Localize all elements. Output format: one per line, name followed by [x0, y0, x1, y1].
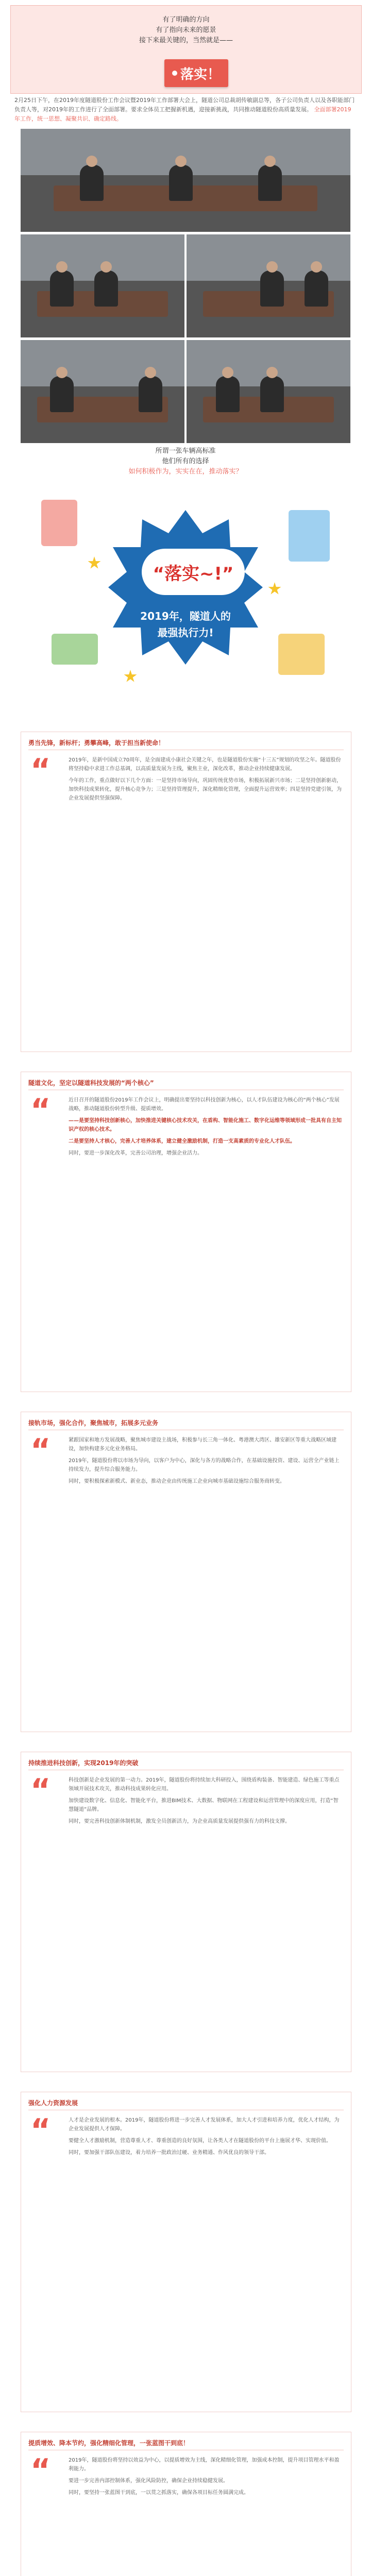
poster-bubble: “落实~!” — [142, 549, 245, 595]
section-paragraph: 二是要坚持人才核心，完善人才培养体系，建立健全激励机制，打造一支高素质的专业化人才队伍。 — [69, 1139, 295, 1144]
section-card — [21, 1752, 351, 2072]
section-paragraph: 同时，要完善科技创新体制机制，激发全员创新活力，为企业高质量发展提供强有力的科技支撑。 — [69, 1819, 290, 1824]
poster-line2: 最强执行力! — [157, 626, 214, 639]
intro-line: 接下来最关键的，当然就是—— — [139, 37, 233, 44]
intro-paragraph-highlight: 全面部署2019年工作，统一思想、凝聚共识、确定路线。 — [14, 106, 351, 122]
section-card — [21, 732, 351, 1052]
quote-icon: “ — [30, 752, 51, 788]
section-title: 强化人力资源发展 — [28, 2099, 78, 2107]
section-card — [21, 2092, 351, 2412]
section-paragraph: 科技创新是企业发展的第一动力。2019年，隧道股份将持续加大科研投入，围绕盾构装备、智能建造、绿色施工等重点领域开展技术攻关，推动科技成果转化应用。 — [69, 1777, 340, 1792]
implement-button[interactable] — [164, 59, 228, 87]
section-body — [69, 1776, 343, 1829]
section-card — [21, 1412, 351, 1732]
meeting-photo — [21, 234, 184, 337]
section-paragraph: 同时，要积极探索新模式、新业态，推动企业由传统施工企业向城市基础设施综合服务商转变。 — [69, 1479, 285, 1484]
section-body — [69, 1436, 343, 1489]
intro-paragraph-text: 2月25日下午，在2019年度隧道股份工作会议暨2019年工作部署大会上，隧道公司总裁胡传敏副总等，各子公司负责人以及各职能部门负责人等，对2019年的工作进行了全面部署。要求全体员工把握新机遇，迎接新挑战，共同推动隧道股份高质量发展。 — [14, 97, 355, 113]
intro-line: 有了指向未来的愿景 — [156, 26, 216, 34]
dot-icon — [172, 71, 177, 76]
section-body — [69, 2116, 343, 2160]
caption-line: 如何积极作为，实实在在，推动落实？ — [128, 468, 243, 476]
star-icon — [268, 582, 281, 596]
section-title: 提质增效、降本节约，强化精细化管理，一张蓝图干到底！ — [28, 2439, 190, 2447]
section-paragraph: 2019年，隧道股份将坚持以效益为中心，以提质增效为主线，深化精细化管理，加强成本控制，提升项目管理水平和盈利能力。 — [69, 2458, 340, 2472]
quote-icon: “ — [30, 1092, 51, 1128]
section-paragraph: 2019年，是新中国成立70周年，是全面建成小康社会关键之年，也是隧道股份实施“十三五”规划的攻坚之年。隧道股份将坚持稳中求进工作总基调，以高质量发展为主线，聚焦主业，深化改革，推动企业持续健康发展。 — [69, 757, 341, 772]
star-icon — [124, 670, 137, 683]
section-card — [21, 2432, 351, 2576]
section-body — [69, 1096, 343, 1161]
meeting-photo — [187, 340, 350, 443]
meeting-photo — [21, 340, 184, 443]
meeting-photo — [187, 234, 350, 337]
section-card — [21, 1072, 351, 1392]
section-paragraph: 2019年，隧道股份将以市场为导向，以客户为中心，深化与各方的战略合作，在基础设施投资、建设、运营全产业链上持续发力，提升综合服务能力。 — [69, 1458, 340, 1472]
meeting-photo — [21, 129, 350, 232]
section-title: 勇当先锋，新标杆；勇攀高峰，敢于担当新使命！ — [28, 739, 165, 747]
section-paragraph: ——是要坚持科技创新核心，加快推进关键核心技术攻关，在盾构、智能化施工、数字化运维等领域形成一批具有自主知识产权的核心技术。 — [69, 1118, 342, 1132]
section-paragraph: 近日召开的隧道股份2019年工作会议上，明确提出要坚持以科技创新为核心，以人才队伍建设为核心的“两个核心”发展战略，推动隧道股份转型升级、提质增效。 — [69, 1097, 340, 1112]
caption-line: 所谓一张车辆高标准 — [155, 447, 216, 455]
intro-banner — [10, 5, 362, 94]
section-paragraph: 要进一步完善内部控制体系，强化风险防控，确保企业持续稳健发展。 — [69, 2478, 228, 2484]
section-title: 接轨市场，强化合作，聚焦城市，拓展多元业务 — [28, 1419, 159, 1427]
star-icon — [88, 556, 101, 570]
section-paragraph: 同时，要加强干部队伍建设，着力培养一批政治过硬、业务精通、作风优良的领导干部。 — [69, 2150, 269, 2156]
section-body — [69, 2456, 343, 2500]
poster-line1: 2019年，隧道人的 — [140, 610, 231, 622]
quote-icon: “ — [30, 1432, 51, 1468]
caption-line: 他们所有的选择 — [162, 457, 209, 465]
section-paragraph: 要健全人才激励机制，营造尊重人才、尊重创造的良好氛围，让各类人才在隧道股份的平台上施展才华、实现价值。 — [69, 2138, 331, 2144]
implement-button-label: 落实！ — [180, 66, 221, 82]
section-body — [69, 756, 343, 806]
quote-icon: “ — [30, 2112, 51, 2148]
poster-graphic — [21, 479, 350, 711]
section-title: 隧道文化，坚定以隧道科技发展的“两个核心” — [28, 1079, 154, 1087]
intro-paragraph — [14, 96, 356, 124]
intro-line: 有了明确的方向 — [162, 16, 210, 24]
section-paragraph: 加快建设数字化、信息化、智能化平台，推进BIM技术、大数据、物联网在工程建设和运营管理中的深度应用，打造“智慧隧道”品牌。 — [69, 1798, 339, 1812]
quote-icon: “ — [30, 1772, 51, 1808]
section-paragraph: 人才是企业发展的根本。2019年，隧道股份将进一步完善人才发展体系，加大人才引进和培养力度，优化人才结构，为企业发展提供人才保障。 — [69, 2117, 340, 2132]
section-paragraph: 今年的工作，重点做好以下几个方面：一是坚持市场导向，巩固传统优势市场，积极拓展新兴市场；二是坚持创新驱动，加快科技成果转化，提升核心竞争力；三是坚持管理提升，深化精细化管理，全面提升运营效率；四是坚持党建引领，为企业发展提供坚强保障。 — [69, 778, 342, 801]
section-paragraph: 紧跟国家和地方发展战略，聚焦城市建设主战场，积极参与长三角一体化、粤港澳大湾区、雄安新区等重大战略区域建设，加快构建多元化业务格局。 — [69, 1437, 336, 1452]
mid-caption — [0, 446, 371, 477]
intro-lines — [11, 15, 361, 46]
quote-icon: “ — [30, 2452, 51, 2488]
section-title: 持续推进科技创新，实现2019年的突破 — [28, 1759, 139, 1767]
section-paragraph: 同时，要坚持一张蓝图干到底，一以贯之抓落实，确保各项目标任务圆满完成。 — [69, 2490, 249, 2496]
section-paragraph: 同时，要进一步深化改革，完善公司治理，增强企业活力。 — [69, 1150, 203, 1156]
